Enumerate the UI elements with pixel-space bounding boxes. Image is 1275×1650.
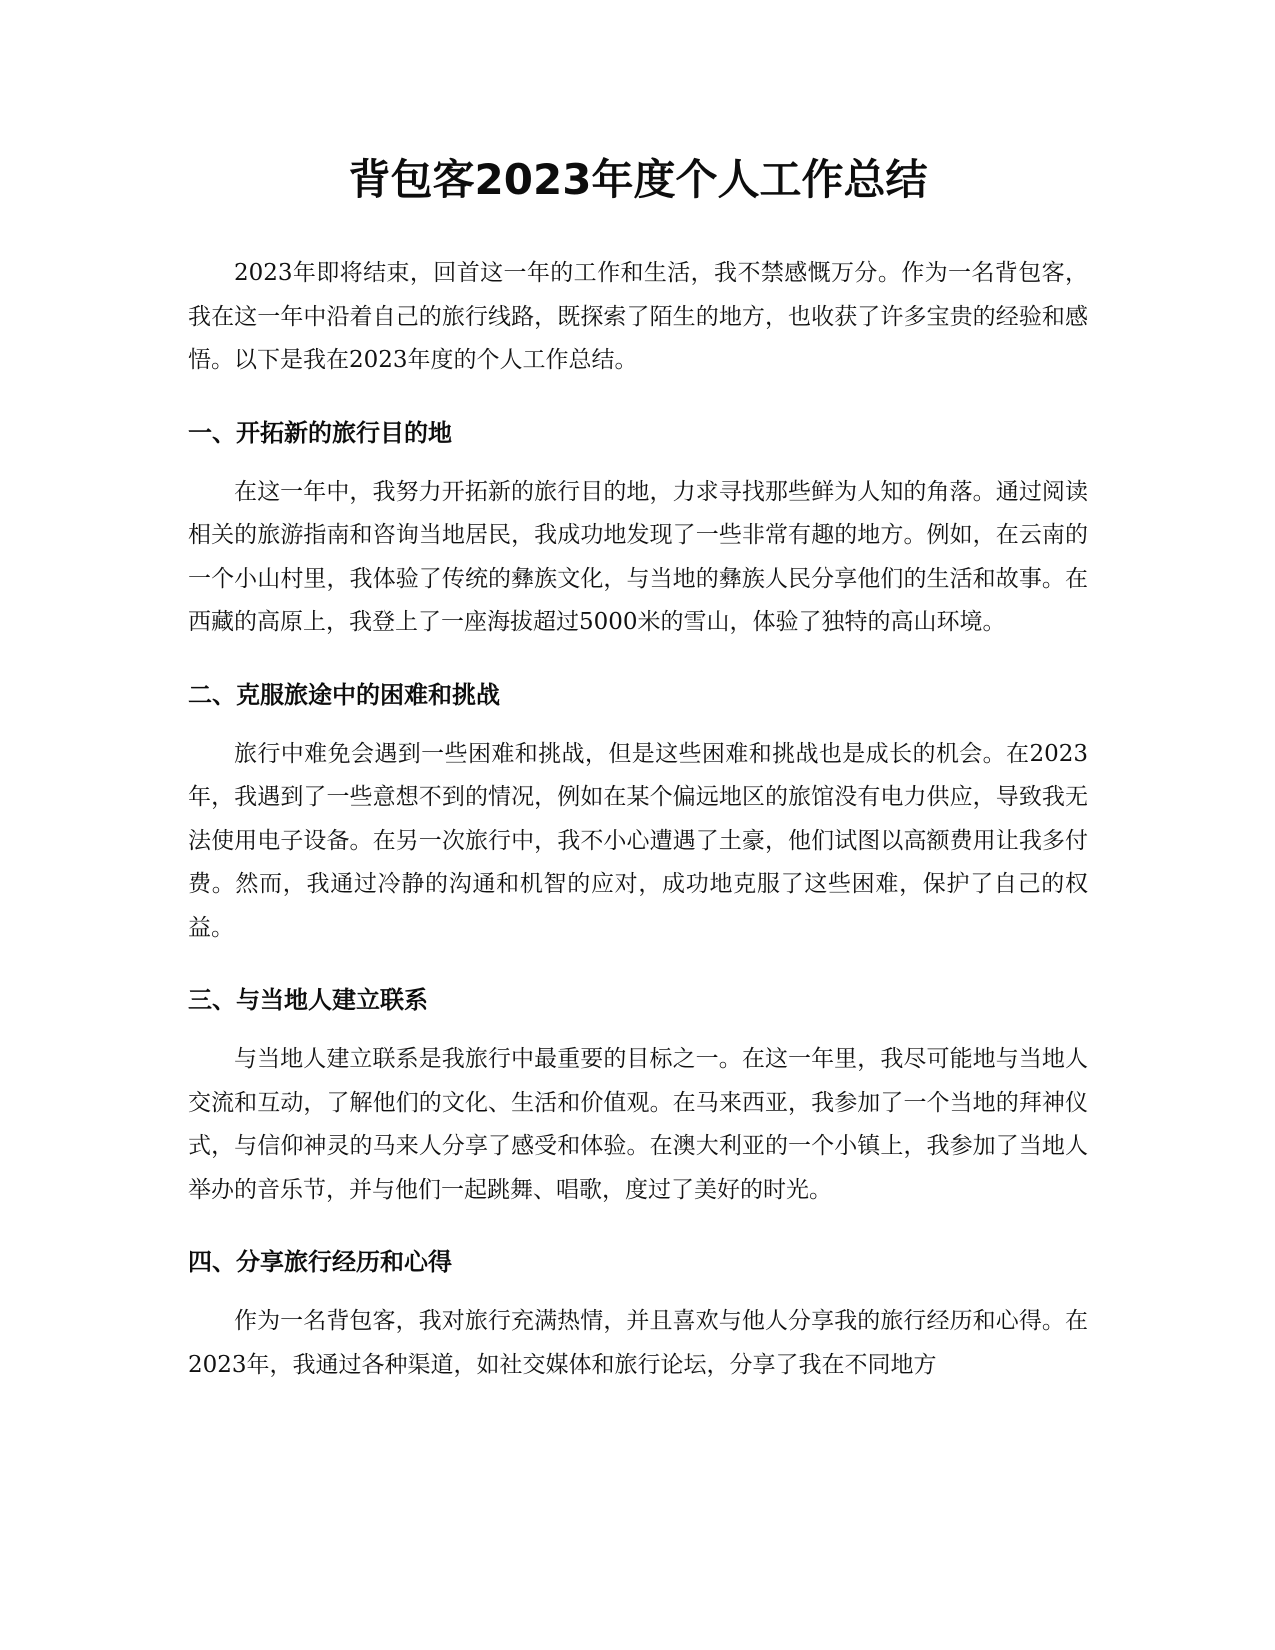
document-title: 背包客2023年度个人工作总结 [348,155,928,204]
section-paragraph-1: 在这一年中，我努力开拓新的旅行目的地，力求寻找那些鲜为人知的角落。通过阅读相关的旅游指南和咨询当地居民，我成功地发现了一些非常有趣的地方。例如，在云南的一个小山村里，我体验了传统的彝族文化，与当地的彝族人民分享他们的生活和故事。在西藏的高原上，我登上了一座海拔超过5000米的雪山，体验了独特的高山环境。 [188,478,1088,635]
section-heading-2: 二、克服旅途中的困难和挑战 [188,680,500,709]
intro-paragraph: 2023年即将结束，回首这一年的工作和生活，我不禁感慨万分。作为一名背包客，我在这一年中沿着自己的旅行线路，既探索了陌生的地方，也收获了许多宝贵的经验和感悟。以下是我在2023年度的个人工作总结。 [188,260,1088,373]
section-heading-4: 四、分享旅行经历和心得 [188,1248,452,1276]
section-paragraph-2: 旅行中难免会遇到一些困难和挑战，但是这些困难和挑战也是成长的机会。在2023年，我遇到了一些意想不到的情况，例如在某个偏远地区的旅馆没有电力供应，导致我无法使用电子设备。在另一次旅行中，我不小心遭遇了土豪，他们试图以高额费用让我多付费。然而，我通过冷静的沟通和机智的应对，成功地克服了这些困难，保护了自己的权益。 [188,740,1088,941]
document-body [188,148,1088,1417]
section-heading-3: 三、与当地人建立联系 [188,986,428,1014]
section-paragraph-4: 作为一名背包客，我对旅行充满热情，并且喜欢与他人分享我的旅行经历和心得。在2023年，我通过各种渠道，如社交媒体和旅行论坛，分享了我在不同地方 [188,1308,1088,1378]
section-heading-1: 一、开拓新的旅行目的地 [188,418,452,447]
section-paragraph-3: 与当地人建立联系是我旅行中最重要的目标之一。在这一年里，我尽可能地与当地人交流和互动，了解他们的文化、生活和价值观。在马来西亚，我参加了一个当地的拜神仪式，与信仰神灵的马来人分享了感受和体验。在澳大利亚的一个小镇上，我参加了当地人举办的音乐节，并与他们一起跳舞、唱歌，度过了美好的时光。 [188,1046,1088,1203]
